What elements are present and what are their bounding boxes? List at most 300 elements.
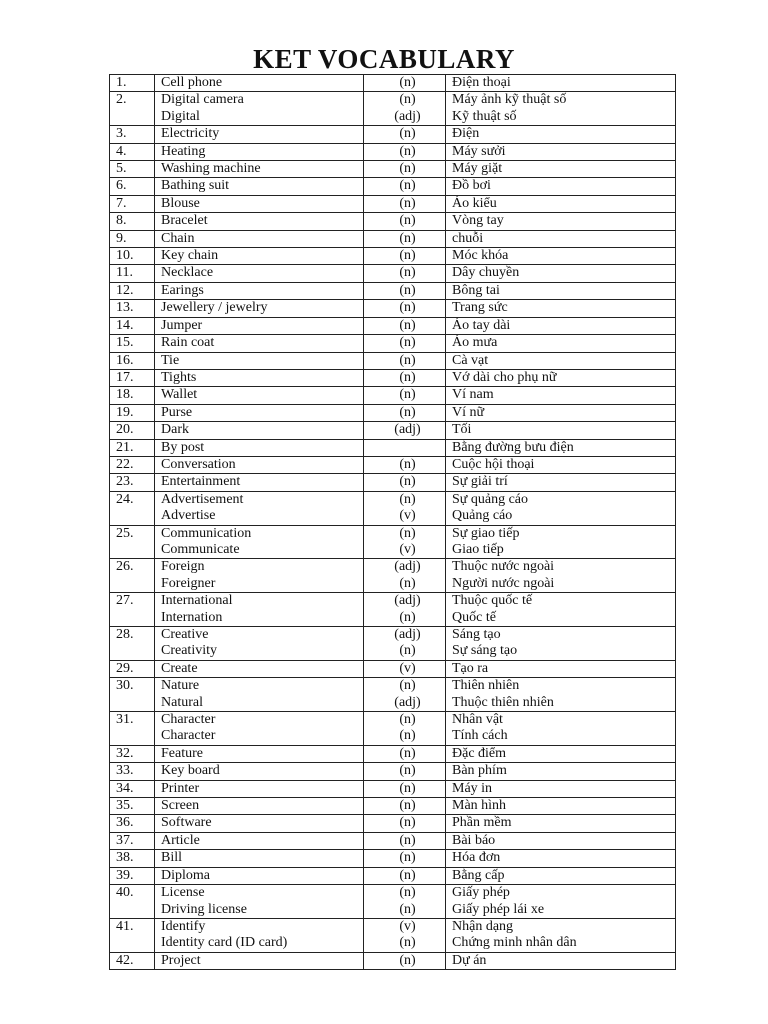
- english-word-cell: [155, 422, 364, 439]
- table-row: [110, 832, 676, 849]
- part-of-speech: (n): [399, 798, 416, 814]
- part-of-speech-cell: [364, 404, 446, 421]
- table-row: [110, 75, 676, 92]
- vietnamese-meaning: Sự quảng cáo: [452, 491, 529, 507]
- table-row: [110, 230, 676, 247]
- english-word: Chain: [161, 230, 195, 246]
- part-of-speech-cell: [364, 213, 446, 230]
- english-word: Character: [161, 728, 216, 744]
- english-word-cell: [155, 230, 364, 247]
- english-word-cell: [155, 474, 364, 491]
- english-word-cell: [155, 282, 364, 299]
- english-word: Advertise: [161, 508, 216, 524]
- vietnamese-meaning: Tính cách: [452, 728, 508, 744]
- table-row: [110, 660, 676, 677]
- vietnamese-meaning-cell: [446, 178, 676, 195]
- table-row: [110, 885, 676, 919]
- part-of-speech: (n): [399, 282, 416, 298]
- entry-number: 33.: [110, 763, 155, 780]
- part-of-speech-cell: [364, 885, 446, 919]
- table-row: [110, 815, 676, 832]
- vietnamese-meaning: Vòng tay: [452, 213, 504, 229]
- part-of-speech: (n): [399, 248, 416, 264]
- part-of-speech-cell: [364, 678, 446, 712]
- english-word: Earings: [161, 282, 204, 298]
- english-word-cell: [155, 798, 364, 815]
- english-word-cell: [155, 627, 364, 661]
- english-word-cell: [155, 439, 364, 456]
- english-word: International: [161, 593, 233, 609]
- part-of-speech-cell: [364, 798, 446, 815]
- part-of-speech-cell: [364, 387, 446, 404]
- part-of-speech: (n): [399, 885, 416, 901]
- vietnamese-meaning: Cà vạt: [452, 352, 489, 368]
- english-word: Bracelet: [161, 213, 208, 229]
- entry-number: 13.: [110, 300, 155, 317]
- english-word: Jewellery / jewelry: [161, 300, 268, 316]
- english-word-cell: [155, 352, 364, 369]
- part-of-speech-cell: [364, 317, 446, 334]
- vietnamese-meaning: Quảng cáo: [452, 508, 513, 524]
- table-row: [110, 952, 676, 969]
- part-of-speech-cell: [364, 850, 446, 867]
- entry-number: 26.: [110, 559, 155, 593]
- entry-number: 39.: [110, 867, 155, 884]
- table-row: [110, 867, 676, 884]
- table-row: [110, 850, 676, 867]
- vietnamese-meaning: Kỹ thuật số: [452, 108, 517, 124]
- english-word: Heating: [161, 143, 206, 159]
- part-of-speech: (n): [399, 265, 416, 281]
- vietnamese-meaning-cell: [446, 92, 676, 126]
- vietnamese-meaning: Giấy phép: [452, 885, 510, 901]
- part-of-speech: (n): [399, 369, 416, 385]
- part-of-speech: (n): [399, 126, 416, 142]
- part-of-speech: (n): [399, 195, 416, 211]
- english-word-cell: [155, 491, 364, 525]
- part-of-speech-cell: [364, 456, 446, 473]
- vietnamese-meaning: Đồ bơi: [452, 178, 491, 194]
- english-word: Dark: [161, 422, 189, 438]
- vietnamese-meaning-cell: [446, 798, 676, 815]
- english-word: Diploma: [161, 867, 210, 883]
- english-word: Foreigner: [161, 575, 216, 591]
- table-row: [110, 248, 676, 265]
- vietnamese-meaning-cell: [446, 627, 676, 661]
- entry-number: 32.: [110, 745, 155, 762]
- vietnamese-meaning: Bằng cấp: [452, 867, 505, 883]
- vietnamese-meaning-cell: [446, 660, 676, 677]
- vietnamese-meaning: Màn hình: [452, 798, 507, 814]
- part-of-speech: (n): [399, 832, 416, 848]
- vietnamese-meaning: Thuộc nước ngoài: [452, 559, 555, 575]
- table-row: [110, 593, 676, 627]
- english-word-cell: [155, 885, 364, 919]
- entry-number: 24.: [110, 491, 155, 525]
- part-of-speech-cell: [364, 352, 446, 369]
- table-row: [110, 143, 676, 160]
- vietnamese-meaning: Tạo ra: [452, 660, 489, 676]
- vietnamese-meaning-cell: [446, 815, 676, 832]
- part-of-speech-cell: [364, 918, 446, 952]
- english-word: Conversation: [161, 456, 236, 472]
- table-row: [110, 763, 676, 780]
- table-row: [110, 213, 676, 230]
- table-row: [110, 678, 676, 712]
- vietnamese-meaning: Hóa đơn: [452, 850, 501, 866]
- vietnamese-meaning-cell: [446, 525, 676, 559]
- vietnamese-meaning: Sự giải trí: [452, 474, 508, 490]
- part-of-speech-cell: [364, 559, 446, 593]
- part-of-speech-cell: [364, 75, 446, 92]
- part-of-speech: (n): [399, 935, 416, 951]
- vietnamese-meaning: Móc khóa: [452, 248, 509, 264]
- english-word: Article: [161, 832, 200, 848]
- table-row: [110, 745, 676, 762]
- part-of-speech: (n): [399, 643, 416, 659]
- vietnamese-meaning: Phần mềm: [452, 815, 512, 831]
- part-of-speech: (v): [399, 660, 416, 676]
- english-word-cell: [155, 369, 364, 386]
- vietnamese-meaning-cell: [446, 195, 676, 212]
- part-of-speech: (n): [399, 456, 416, 472]
- english-word: Tie: [161, 352, 180, 368]
- vietnamese-meaning-cell: [446, 161, 676, 178]
- part-of-speech: (n): [399, 609, 416, 625]
- part-of-speech: (n): [399, 404, 416, 420]
- vietnamese-meaning: Ví nữ: [452, 404, 485, 420]
- part-of-speech-cell: [364, 763, 446, 780]
- part-of-speech-cell: [364, 282, 446, 299]
- part-of-speech: (n): [399, 178, 416, 194]
- vietnamese-meaning-cell: [446, 265, 676, 282]
- vietnamese-meaning-cell: [446, 248, 676, 265]
- entry-number: 41.: [110, 918, 155, 952]
- part-of-speech-cell: [364, 248, 446, 265]
- entry-number: 4.: [110, 143, 155, 160]
- vietnamese-meaning-cell: [446, 422, 676, 439]
- vietnamese-meaning-cell: [446, 850, 676, 867]
- english-word-cell: [155, 178, 364, 195]
- part-of-speech: (n): [399, 952, 416, 968]
- english-word: Screen: [161, 798, 200, 814]
- vietnamese-meaning: Người nước ngoài: [452, 575, 555, 591]
- entry-number: 34.: [110, 780, 155, 797]
- entry-number: 25.: [110, 525, 155, 559]
- part-of-speech: (adj): [394, 627, 421, 642]
- part-of-speech: (adj): [394, 108, 421, 124]
- part-of-speech-cell: [364, 195, 446, 212]
- part-of-speech-cell: [364, 335, 446, 352]
- entry-number: 2.: [110, 92, 155, 126]
- part-of-speech: (adj): [394, 694, 421, 710]
- part-of-speech-cell: [364, 780, 446, 797]
- english-word: Create: [161, 660, 198, 676]
- entry-number: 37.: [110, 832, 155, 849]
- english-word-cell: [155, 832, 364, 849]
- vietnamese-meaning-cell: [446, 369, 676, 386]
- table-row: [110, 282, 676, 299]
- vietnamese-meaning: Máy ảnh kỹ thuật số: [452, 92, 567, 108]
- vietnamese-meaning: Ví nam: [452, 387, 494, 403]
- vietnamese-meaning-cell: [446, 439, 676, 456]
- table-row: [110, 439, 676, 456]
- part-of-speech-cell: [364, 439, 446, 456]
- vietnamese-meaning-cell: [446, 230, 676, 247]
- part-of-speech: (n): [399, 745, 416, 761]
- table-row: [110, 422, 676, 439]
- entry-number: 11.: [110, 265, 155, 282]
- part-of-speech-cell: [364, 161, 446, 178]
- part-of-speech: (v): [399, 918, 416, 934]
- part-of-speech: (n): [399, 678, 416, 694]
- english-word-cell: [155, 763, 364, 780]
- vietnamese-meaning: Bài báo: [452, 832, 496, 848]
- vietnamese-meaning: Nhân vật: [452, 712, 503, 728]
- english-word-cell: [155, 952, 364, 969]
- english-word-cell: [155, 780, 364, 797]
- vocabulary-table-body: [110, 75, 676, 970]
- entry-number: 12.: [110, 282, 155, 299]
- english-word-cell: [155, 456, 364, 473]
- table-row: [110, 712, 676, 746]
- vietnamese-meaning-cell: [446, 559, 676, 593]
- english-word-cell: [155, 525, 364, 559]
- entry-number: 6.: [110, 178, 155, 195]
- part-of-speech: (n): [399, 901, 416, 917]
- english-word: Identify: [161, 918, 206, 934]
- english-word-cell: [155, 745, 364, 762]
- part-of-speech-cell: [364, 952, 446, 969]
- english-word: Character: [161, 712, 216, 728]
- part-of-speech: (v): [399, 541, 416, 557]
- entry-number: 36.: [110, 815, 155, 832]
- english-word-cell: [155, 195, 364, 212]
- entry-number: 30.: [110, 678, 155, 712]
- english-word: Internation: [161, 609, 223, 625]
- vietnamese-meaning: Dây chuyền: [452, 265, 520, 281]
- english-word-cell: [155, 75, 364, 92]
- english-word: Wallet: [161, 387, 198, 403]
- entry-number: 21.: [110, 439, 155, 456]
- english-word: Natural: [161, 694, 203, 710]
- entry-number: 1.: [110, 75, 155, 92]
- english-word: Nature: [161, 678, 200, 694]
- part-of-speech-cell: [364, 815, 446, 832]
- english-word: Entertainment: [161, 474, 241, 490]
- vietnamese-meaning: Áo tay dài: [452, 317, 511, 333]
- entry-number: 31.: [110, 712, 155, 746]
- table-row: [110, 161, 676, 178]
- vietnamese-meaning: Điện thoại: [452, 75, 511, 90]
- english-word: Digital camera: [161, 92, 244, 108]
- english-word-cell: [155, 126, 364, 143]
- english-word: Advertisement: [161, 491, 244, 507]
- vietnamese-meaning: Áo mưa: [452, 335, 498, 351]
- english-word: Foreign: [161, 559, 205, 575]
- page-title: KET VOCABULARY: [253, 44, 515, 74]
- vietnamese-meaning-cell: [446, 885, 676, 919]
- part-of-speech-cell: [364, 178, 446, 195]
- part-of-speech: (n): [399, 712, 416, 728]
- english-word: Software: [161, 815, 212, 831]
- english-word-cell: [155, 593, 364, 627]
- entry-number: 8.: [110, 213, 155, 230]
- part-of-speech: (n): [399, 867, 416, 883]
- english-word: Tights: [161, 369, 197, 385]
- vietnamese-meaning: Chứng minh nhân dân: [452, 935, 577, 951]
- entry-number: 28.: [110, 627, 155, 661]
- part-of-speech: (n): [399, 161, 416, 177]
- english-word: Blouse: [161, 195, 200, 211]
- english-word: Communicate: [161, 541, 240, 557]
- vietnamese-meaning: Sáng tạo: [452, 627, 501, 642]
- english-word: Printer: [161, 780, 200, 796]
- entry-number: 9.: [110, 230, 155, 247]
- vietnamese-meaning-cell: [446, 404, 676, 421]
- vietnamese-meaning: Máy giặt: [452, 161, 503, 177]
- vietnamese-meaning-cell: [446, 387, 676, 404]
- english-word-cell: [155, 213, 364, 230]
- part-of-speech: (n): [399, 352, 416, 368]
- english-word: Driving license: [161, 901, 247, 917]
- part-of-speech-cell: [364, 369, 446, 386]
- entry-number: 10.: [110, 248, 155, 265]
- part-of-speech: (n): [399, 300, 416, 316]
- vietnamese-meaning: Sự giao tiếp: [452, 525, 520, 541]
- entry-number: 18.: [110, 387, 155, 404]
- part-of-speech-cell: [364, 660, 446, 677]
- part-of-speech-cell: [364, 712, 446, 746]
- part-of-speech-cell: [364, 627, 446, 661]
- english-word: Jumper: [161, 317, 203, 333]
- table-row: [110, 265, 676, 282]
- english-word: Project: [161, 952, 201, 968]
- vietnamese-meaning-cell: [446, 213, 676, 230]
- vietnamese-meaning: Bằng đường bưu điện: [452, 439, 574, 455]
- english-word-cell: [155, 678, 364, 712]
- entry-number: 19.: [110, 404, 155, 421]
- english-word: Communication: [161, 525, 252, 541]
- english-word: Identity card (ID card): [161, 935, 288, 951]
- table-row: [110, 387, 676, 404]
- vietnamese-meaning: chuỗi: [452, 230, 484, 246]
- table-row: [110, 559, 676, 593]
- english-word: Bathing suit: [161, 178, 230, 194]
- english-word-cell: [155, 317, 364, 334]
- english-word-cell: [155, 918, 364, 952]
- table-row: [110, 335, 676, 352]
- entry-number: 23.: [110, 474, 155, 491]
- table-row: [110, 798, 676, 815]
- english-word: Creative: [161, 627, 209, 642]
- english-word-cell: [155, 387, 364, 404]
- vietnamese-meaning: Trang sức: [452, 300, 508, 316]
- vietnamese-meaning: Điện: [452, 126, 480, 142]
- vietnamese-meaning: Bông tai: [452, 282, 500, 298]
- vietnamese-meaning: Áo kiểu: [452, 195, 497, 211]
- english-word: By post: [161, 439, 205, 455]
- table-row: [110, 474, 676, 491]
- table-row: [110, 918, 676, 952]
- part-of-speech-cell: [364, 593, 446, 627]
- vietnamese-meaning-cell: [446, 780, 676, 797]
- table-row: [110, 491, 676, 525]
- entry-number: 14.: [110, 317, 155, 334]
- vietnamese-meaning-cell: [446, 712, 676, 746]
- vietnamese-meaning-cell: [446, 867, 676, 884]
- vietnamese-meaning-cell: [446, 593, 676, 627]
- english-word: Key chain: [161, 248, 219, 264]
- part-of-speech-cell: [364, 92, 446, 126]
- part-of-speech-cell: [364, 230, 446, 247]
- table-row: [110, 369, 676, 386]
- entry-number: 5.: [110, 161, 155, 178]
- entry-number: 20.: [110, 422, 155, 439]
- part-of-speech: (n): [399, 728, 416, 744]
- vietnamese-meaning: Đặc điểm: [452, 745, 507, 761]
- vietnamese-meaning: Dự án: [452, 952, 487, 968]
- table-row: [110, 404, 676, 421]
- part-of-speech: (n): [399, 491, 416, 507]
- entry-number: 38.: [110, 850, 155, 867]
- entry-number: 3.: [110, 126, 155, 143]
- part-of-speech: (n): [399, 75, 416, 90]
- vietnamese-meaning: Cuộc hội thoại: [452, 456, 535, 472]
- part-of-speech-cell: [364, 300, 446, 317]
- table-row: [110, 317, 676, 334]
- vietnamese-meaning-cell: [446, 952, 676, 969]
- table-row: [110, 92, 676, 126]
- vietnamese-meaning-cell: [446, 832, 676, 849]
- english-word-cell: [155, 335, 364, 352]
- table-row: [110, 456, 676, 473]
- entry-number: 29.: [110, 660, 155, 677]
- part-of-speech: (n): [399, 387, 416, 403]
- vietnamese-meaning-cell: [446, 763, 676, 780]
- part-of-speech: (n): [399, 780, 416, 796]
- english-word-cell: [155, 660, 364, 677]
- vietnamese-meaning-cell: [446, 352, 676, 369]
- part-of-speech-cell: [364, 265, 446, 282]
- table-row: [110, 300, 676, 317]
- table-row: [110, 525, 676, 559]
- table-row: [110, 126, 676, 143]
- part-of-speech-cell: [364, 832, 446, 849]
- vietnamese-meaning: Máy sưởi: [452, 143, 506, 159]
- english-word-cell: [155, 92, 364, 126]
- part-of-speech-cell: [364, 126, 446, 143]
- part-of-speech: (n): [399, 525, 416, 541]
- vietnamese-meaning: Quốc tế: [452, 609, 496, 625]
- vietnamese-meaning-cell: [446, 918, 676, 952]
- part-of-speech: (n): [399, 317, 416, 333]
- english-word-cell: [155, 143, 364, 160]
- vietnamese-meaning-cell: [446, 317, 676, 334]
- entry-number: 27.: [110, 593, 155, 627]
- english-word-cell: [155, 265, 364, 282]
- entry-number: 35.: [110, 798, 155, 815]
- table-row: [110, 780, 676, 797]
- vocabulary-table: [109, 74, 676, 970]
- english-word: Cell phone: [161, 75, 223, 90]
- english-word: Rain coat: [161, 335, 215, 351]
- vietnamese-meaning-cell: [446, 282, 676, 299]
- entry-number: 40.: [110, 885, 155, 919]
- english-word: Necklace: [161, 265, 214, 281]
- english-word: Feature: [161, 745, 203, 761]
- entry-number: 17.: [110, 369, 155, 386]
